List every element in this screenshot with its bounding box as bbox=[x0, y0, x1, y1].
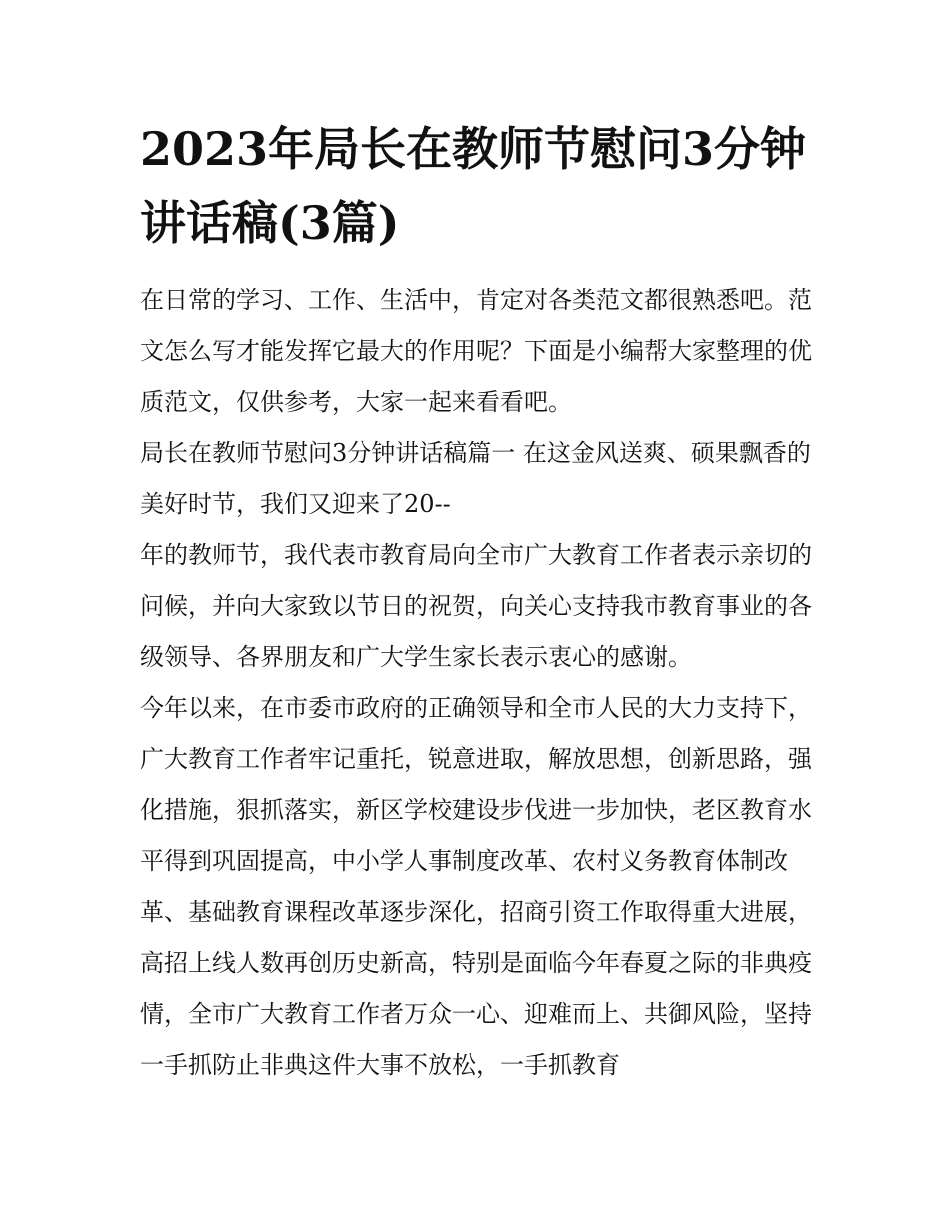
document-body bbox=[140, 275, 815, 1091]
intro-paragraph: 在日常的学习、工作、生活中，肯定对各类范文都很熟悉吧。范文怎么写才能发挥它最大的作用呢？下面是小编帮大家整理的优质范文，仅供参考，大家一起来看看吧。 bbox=[140, 286, 812, 416]
achievements-paragraph: 今年以来，在市委市政府的正确领导和全市人民的大力支持下，广大教育工作者牢记重托，锐意进取，解放思想，创新思路，强化措施，狠抓落实，新区学校建设步伐进一步加快，老区教育水平得到巩固提高，中小学人事制度改革、农村义务教育体制改革、基础教育课程改革逐步深化，招商引资工作取得重大进展，高招上线人数再创历史新高，特别是面临今年春夏之际的非典疫情，全市广大教育工作者万众一心、迎难而上、共御风险，坚持一手抓防止非典这件大事不放松，一手抓教育 bbox=[140, 694, 812, 1079]
document-title: 2023年局长在教师节慰问3分钟讲话稿(3篇) bbox=[140, 122, 807, 250]
greeting-paragraph: 年的教师节，我代表市教育局向全市广大教育工作者表示亲切的问候，并向大家致以节日的祝贺，向关心支持我市教育事业的各级领导、各界朋友和广大学生家长表示衷心的感谢。 bbox=[140, 541, 812, 671]
speech-opening-paragraph: 局长在教师节慰问3分钟讲话稿篇一 在这金风送爽、硕果飘香的美好时节，我们又迎来了20-- bbox=[140, 439, 811, 518]
